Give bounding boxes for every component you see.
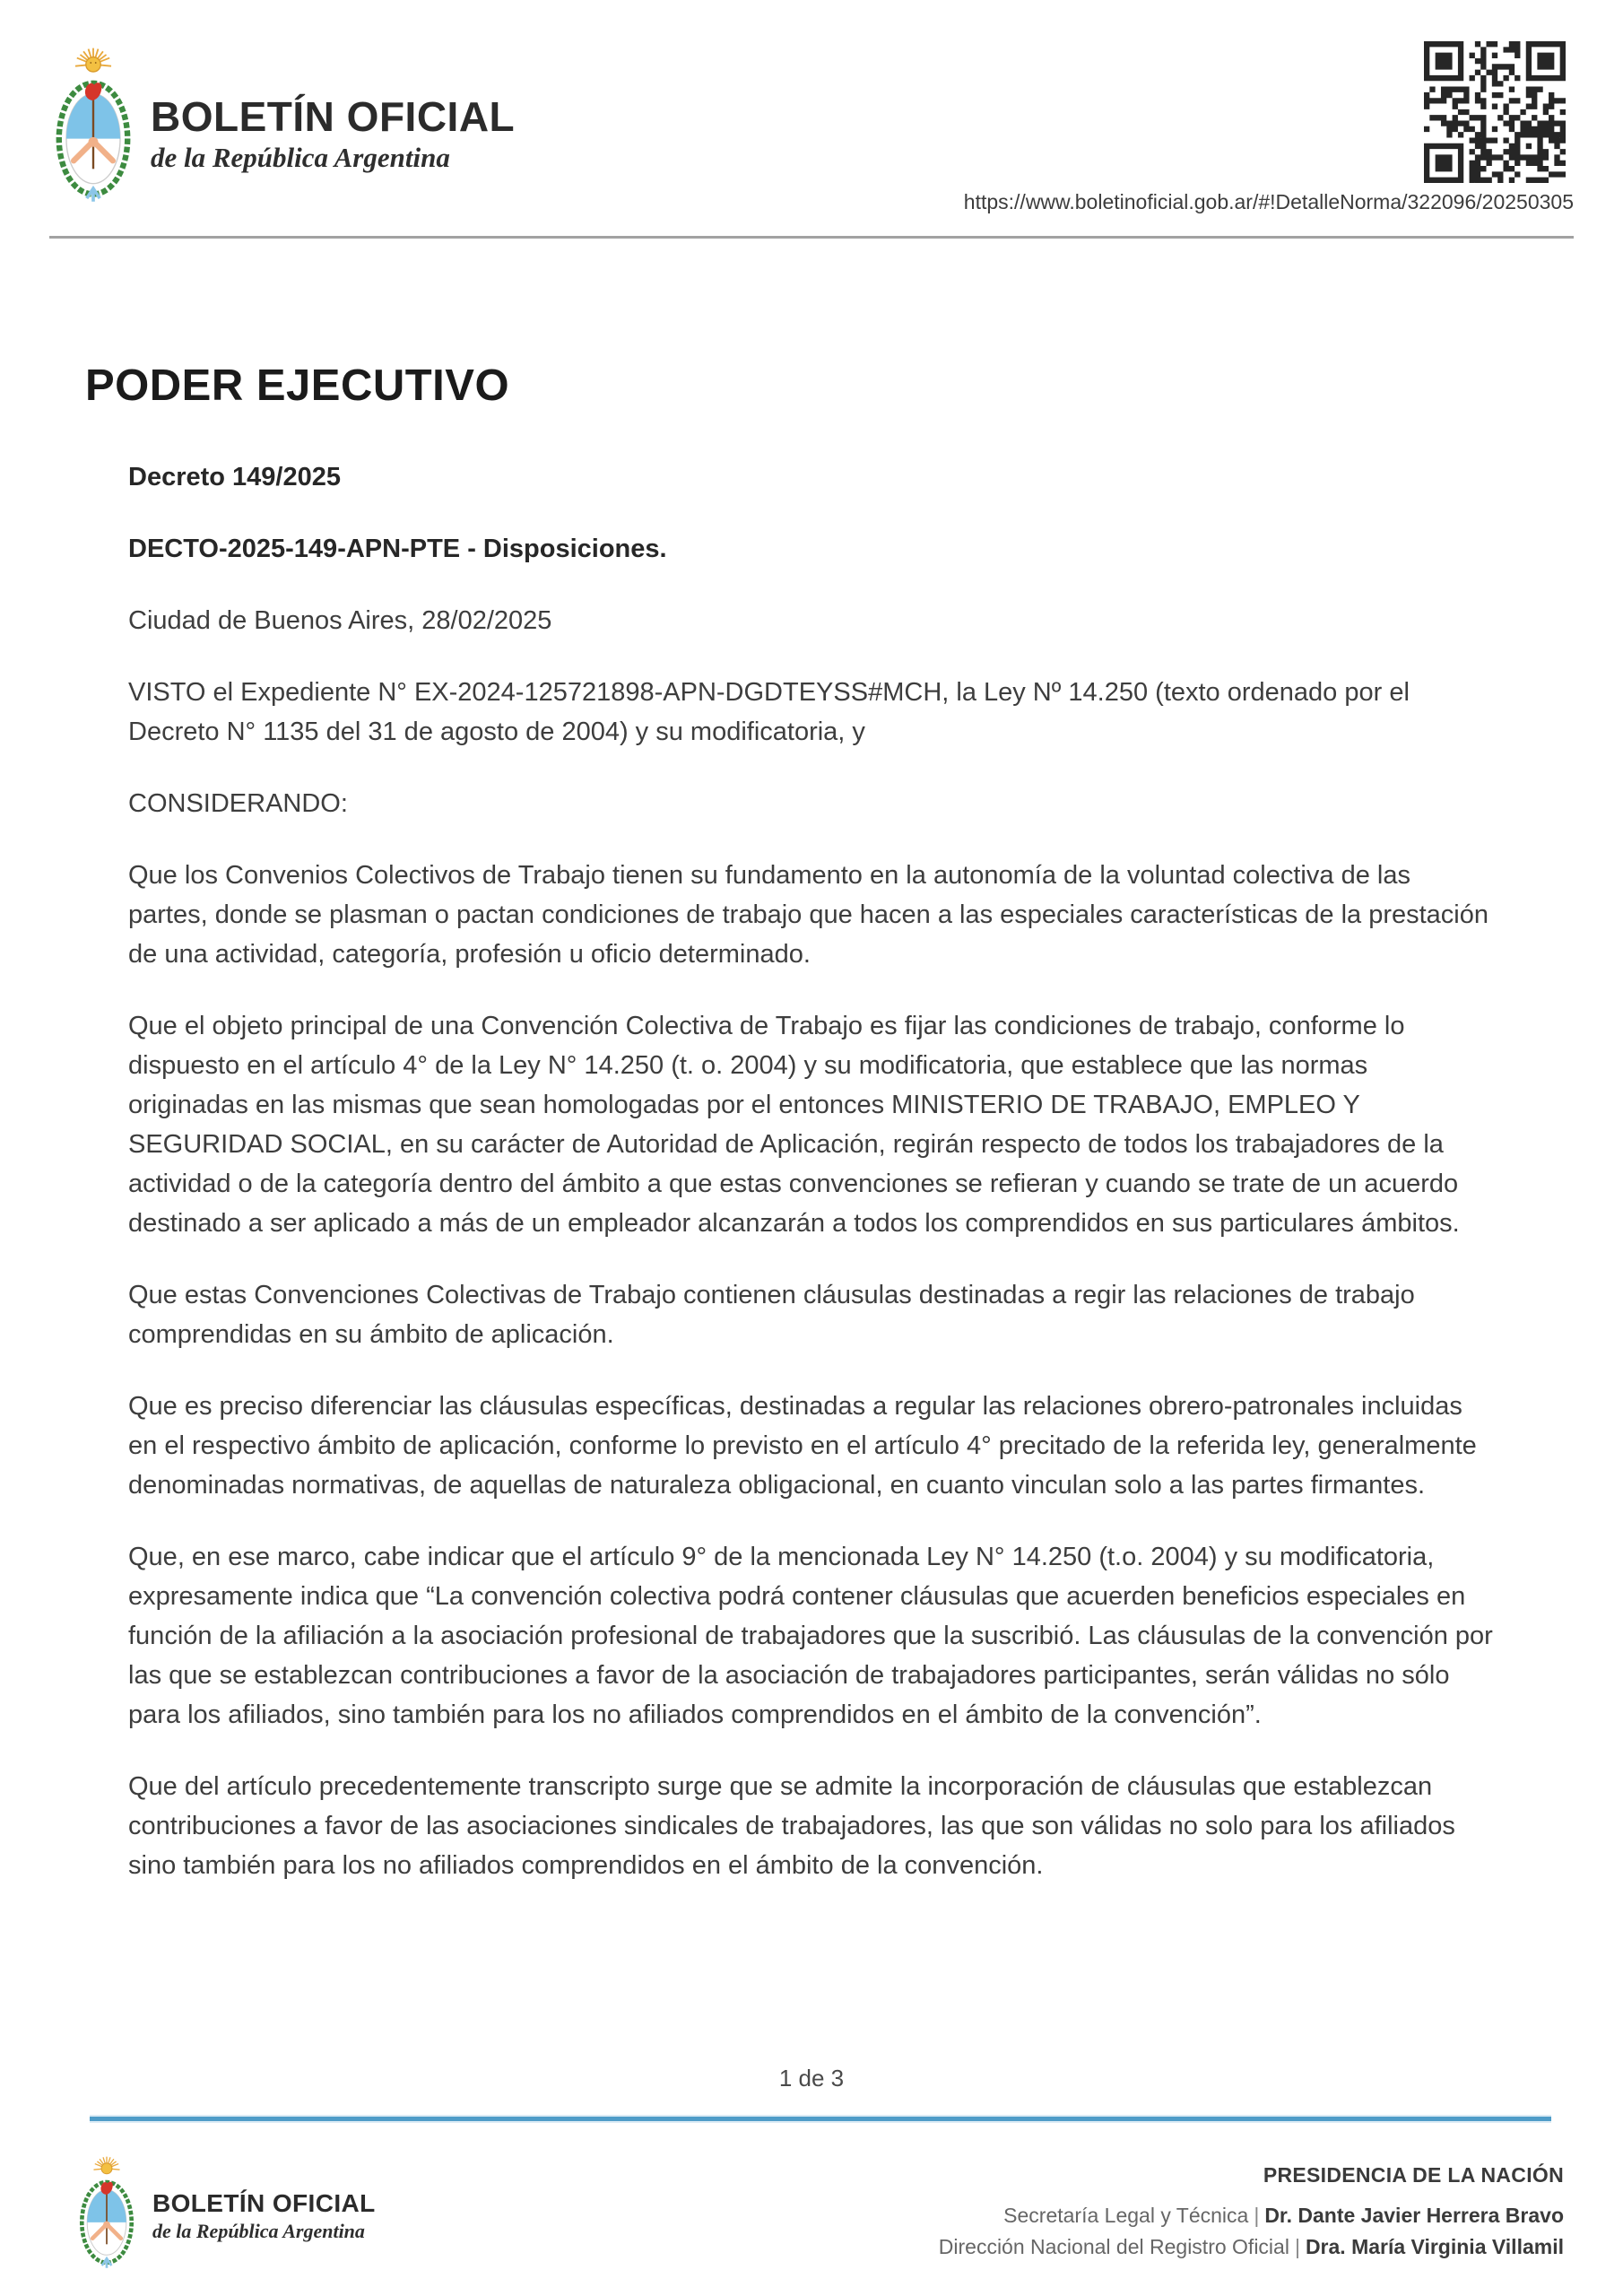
decree-paragraph: Que del artículo precedentemente transcripto surge que se admite la incorporación de cláusulas que establezcan contribuciones a favor de las asociaciones sindicales de trabajadores, las que son válidas no solo para los afiliados sino también para los no afiliados comprendidos en el ámbito de la convención.	[128, 1772, 1455, 1880]
credit-name: Dra. María Virginia Villamil	[1305, 2235, 1564, 2258]
presidency-title: PRESIDENCIA DE LA NACIÓN	[1263, 2163, 1564, 2187]
brand-title: BOLETÍN OFICIAL	[151, 93, 516, 140]
header-divider	[49, 236, 1574, 239]
qr-code	[1424, 41, 1566, 183]
credit-separator: |	[1294, 2235, 1300, 2258]
footer-brand-title: BOLETÍN OFICIAL	[152, 2189, 376, 2217]
sun-icon	[86, 57, 100, 72]
decree-code: DECTO-2025-149-APN-PTE - Disposiciones.	[128, 535, 667, 563]
footer-credits	[939, 2163, 1564, 2263]
decree-paragraph: Que, en ese marco, cabe indicar que el artículo 9° de la mencionada Ley N° 14.250 (t.o. 2004) y su modificatoria, expresamente indica que “La convención colectiva podrá contener cláusulas que acuerden beneficios especiales en función de la afiliación a la asociación profesional de trabajadores que la suscribió. Las cláusulas de la convención por las que se establezcan contribuciones a favor de la asociación de trabajadores participantes, serán válidas no sólo para los afiliados, sino también para los no afiliados comprendidos en el ámbito de la convención”.	[128, 1543, 1493, 1729]
ribbon-bow	[87, 188, 100, 202]
footer-credit-line	[939, 2231, 1564, 2263]
footer-brand	[152, 2188, 376, 2244]
pike	[92, 99, 94, 169]
footer-brand-subtitle: de la República Argentina	[152, 2220, 365, 2242]
page-indicator: 1 de 3	[778, 2065, 845, 2092]
credit-separator: |	[1254, 2204, 1260, 2227]
coat-of-arms-logo	[52, 45, 135, 208]
source-url: https://www.boletinoficial.gob.ar/#!DetalleNorma/322096/20250305	[963, 190, 1574, 213]
decree-body	[128, 457, 1495, 1918]
decree-paragraph: Que los Convenios Colectivos de Trabajo tienen su fundamento en la autonomía de la voluntad colectiva de las partes, donde se plasman o pactan condiciones de trabajo que hacen a las especiales características de la prestación de una actividad, categoría, profesión u oficio determinado.	[128, 861, 1488, 969]
footer-divider-core	[90, 2117, 1551, 2121]
brand-subtitle: de la República Argentina	[151, 142, 450, 173]
visto-paragraph: VISTO el Expediente N° EX-2024-125721898-APN-DGDTEYSS#MCH, la Ley Nº 14.250 (texto ordenado por el Decreto N° 1135 del 31 de agosto de 2004) y su modificatoria, y	[128, 678, 1410, 746]
credit-name: Dr. Dante Javier Herrera Bravo	[1264, 2204, 1564, 2227]
decree-paragraph: Que el objeto principal de una Convención Colectiva de Trabajo es fijar las condiciones de trabajo, conforme lo dispuesto en el artículo 4° de la Ley N° 14.250 (t. o. 2004) y su modificatoria, que establece que las normas originadas en las mismas que sean homologadas por el entonces MINISTERIO DE TRABAJO, EMPLEO Y SEGURIDAD SOCIAL, en su carácter de Autoridad de Aplicación, regirán respecto de todos los trabajadores de la actividad o de la categoría dentro del ámbito a que estas convenciones se refieran y cuando se trate de un acuerdo destinado a ser aplicado a más de un empleador alcanzarán a todos los comprendidos en sus particulares ámbitos.	[128, 1012, 1460, 1238]
page-title: PODER EJECUTIVO	[85, 361, 510, 410]
credit-label: Dirección Nacional del Registro Oficial	[938, 2235, 1289, 2258]
coat-of-arms-logo-footer	[77, 2154, 136, 2273]
decree-paragraph: Que es preciso diferenciar las cláusulas específicas, destinadas a regular las relaciones obrero-patronales incluidas en el respectivo ámbito de aplicación, conforme lo previsto en el artículo 4° precitado de la referida ley, generalmente denominadas normativas, de aquellas de naturaleza obligacional, en cuanto vinculan solo a las partes firmantes.	[128, 1392, 1477, 1500]
decree-paragraph: Que estas Convenciones Colectivas de Trabajo contienen cláusulas destinadas a regir las relaciones de trabajo comprendidas en su ámbito de aplicación.	[128, 1281, 1415, 1349]
footer-credit-line	[939, 2200, 1564, 2231]
considerando-label: CONSIDERANDO:	[128, 789, 348, 818]
clasped-hands	[89, 137, 99, 147]
credit-label: Secretaría Legal y Técnica	[1003, 2204, 1249, 2227]
decree-number: Decreto 149/2025	[128, 463, 341, 491]
footer-divider	[90, 2115, 1551, 2123]
dateline: Ciudad de Buenos Aires, 28/02/2025	[128, 606, 552, 635]
header-brand	[151, 93, 515, 176]
